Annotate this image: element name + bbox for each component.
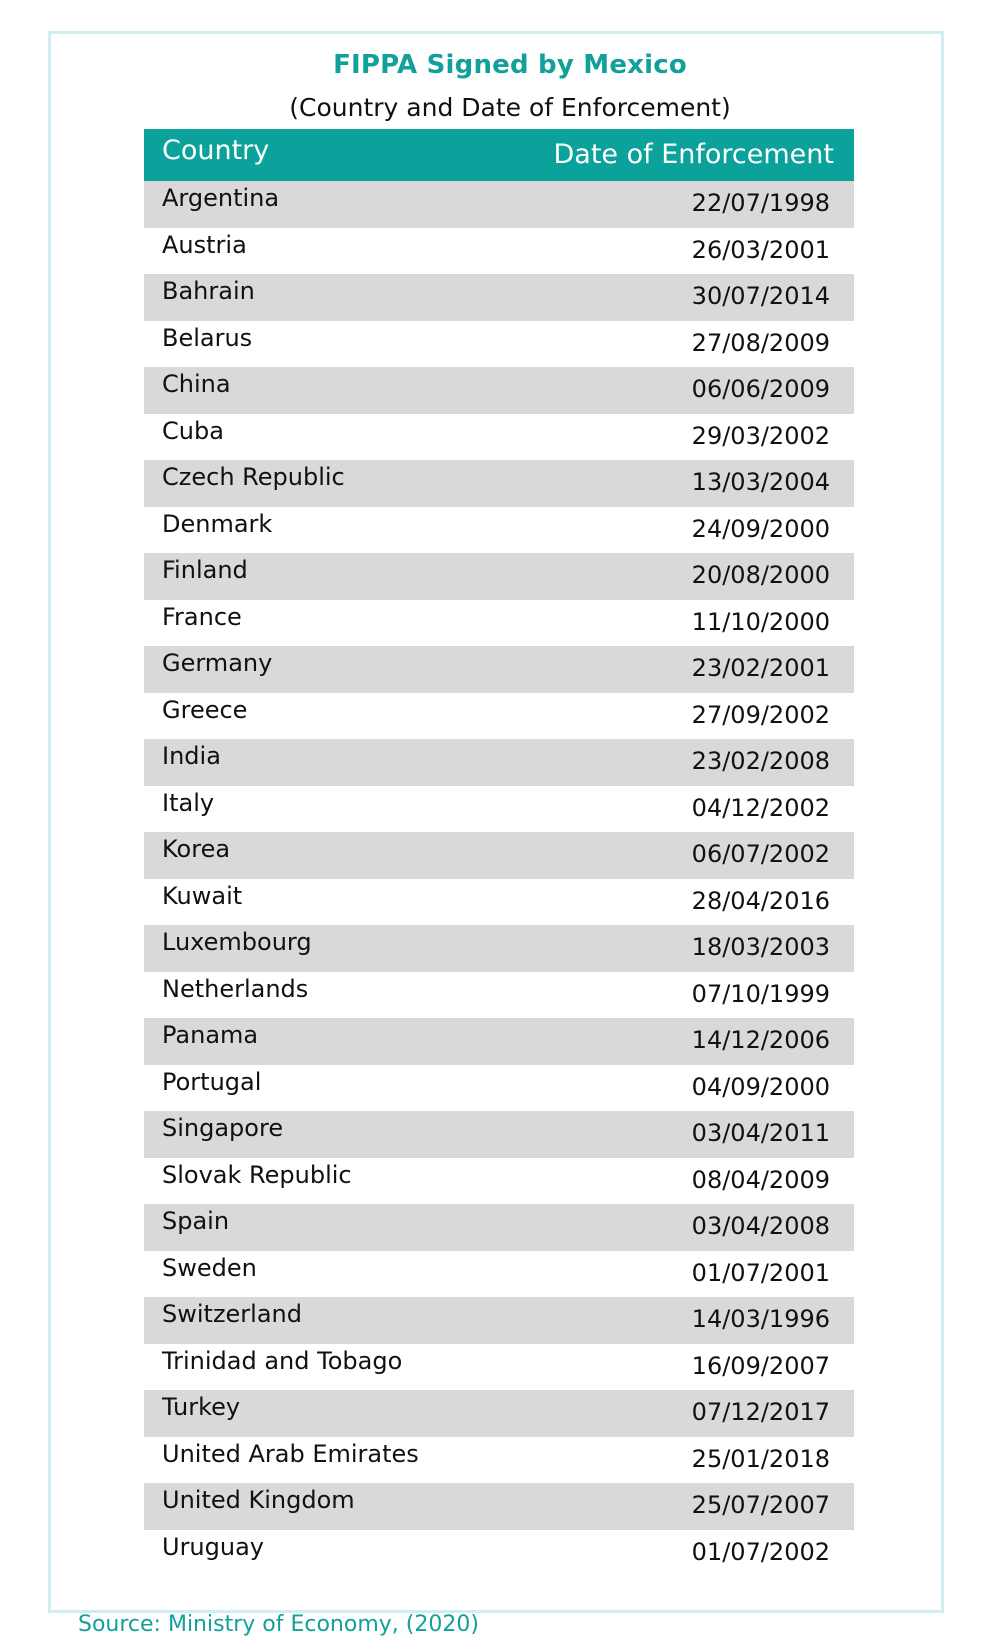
table-row bbox=[144, 414, 854, 461]
country-cell: Germany bbox=[162, 649, 273, 677]
country-cell: Netherlands bbox=[162, 974, 309, 1003]
date-cell: 20/08/2000 bbox=[691, 561, 830, 589]
table-row bbox=[144, 646, 854, 693]
date-cell: 07/10/1999 bbox=[691, 979, 830, 1008]
column-header-date: Date of Enforcement bbox=[553, 139, 834, 170]
table-row bbox=[144, 1111, 854, 1158]
table-row bbox=[144, 1204, 854, 1251]
table-row bbox=[144, 925, 854, 972]
table-row bbox=[144, 739, 854, 786]
page-subtitle: (Country and Date of Enforcement) bbox=[289, 93, 731, 122]
date-cell: 22/07/1998 bbox=[691, 189, 830, 217]
country-cell: United Arab Emirates bbox=[162, 1439, 419, 1468]
table-row bbox=[144, 181, 854, 228]
table-row bbox=[144, 321, 854, 368]
date-cell: 23/02/2008 bbox=[691, 747, 830, 775]
date-cell: 04/09/2000 bbox=[691, 1072, 830, 1101]
country-cell: Switzerland bbox=[162, 1300, 302, 1328]
table-row bbox=[144, 1065, 854, 1112]
date-cell: 25/07/2007 bbox=[691, 1491, 830, 1519]
table-row bbox=[144, 600, 854, 647]
date-cell: 04/12/2002 bbox=[691, 793, 830, 822]
table-row bbox=[144, 1483, 854, 1530]
country-cell: Slovak Republic bbox=[162, 1160, 352, 1189]
country-cell: Denmark bbox=[162, 509, 273, 538]
date-cell: 08/04/2009 bbox=[691, 1165, 830, 1194]
date-cell: 29/03/2002 bbox=[691, 421, 830, 450]
country-cell: Italy bbox=[162, 788, 215, 817]
date-cell: 26/03/2001 bbox=[691, 235, 830, 264]
country-cell: Korea bbox=[162, 835, 231, 863]
table-row bbox=[144, 1390, 854, 1437]
table-row bbox=[144, 693, 854, 740]
date-cell: 18/03/2003 bbox=[691, 933, 830, 961]
country-cell: United Kingdom bbox=[162, 1486, 355, 1514]
source-note: Source: Ministry of Economy, (2020) bbox=[78, 1612, 479, 1637]
country-cell: Czech Republic bbox=[162, 463, 345, 491]
date-cell: 14/03/1996 bbox=[691, 1305, 830, 1333]
country-cell: India bbox=[162, 742, 221, 770]
date-cell: 07/12/2017 bbox=[691, 1398, 830, 1426]
country-cell: Bahrain bbox=[162, 277, 255, 305]
table-row bbox=[144, 1437, 854, 1484]
country-cell: Finland bbox=[162, 556, 248, 584]
date-cell: 06/07/2002 bbox=[691, 840, 830, 868]
date-cell: 30/07/2014 bbox=[691, 282, 830, 310]
country-cell: Singapore bbox=[162, 1114, 284, 1142]
date-cell: 06/06/2009 bbox=[691, 375, 830, 403]
date-cell: 25/01/2018 bbox=[691, 1444, 830, 1473]
table-row bbox=[144, 1344, 854, 1391]
country-cell: Greece bbox=[162, 695, 248, 724]
table-row bbox=[144, 972, 854, 1019]
country-cell: France bbox=[162, 602, 242, 631]
table-row bbox=[144, 1297, 854, 1344]
column-header-country: Country bbox=[162, 135, 270, 166]
country-cell: Belarus bbox=[162, 323, 253, 352]
date-cell: 14/12/2006 bbox=[691, 1026, 830, 1054]
date-cell: 23/02/2001 bbox=[691, 654, 830, 682]
page-title: FIPPA Signed by Mexico bbox=[333, 50, 687, 80]
table-row bbox=[144, 1530, 854, 1577]
country-cell: Spain bbox=[162, 1207, 230, 1235]
date-cell: 27/08/2009 bbox=[691, 328, 830, 357]
country-cell: Portugal bbox=[162, 1067, 262, 1096]
country-cell: Kuwait bbox=[162, 881, 243, 910]
country-cell: China bbox=[162, 370, 231, 398]
date-cell: 13/03/2004 bbox=[691, 468, 830, 496]
country-cell: Trinidad and Tobago bbox=[162, 1346, 403, 1375]
table-row bbox=[144, 786, 854, 833]
table-body bbox=[144, 181, 854, 1576]
date-cell: 27/09/2002 bbox=[691, 700, 830, 729]
table-row bbox=[144, 1251, 854, 1298]
table-row bbox=[144, 1158, 854, 1205]
date-cell: 24/09/2000 bbox=[691, 514, 830, 543]
country-cell: Sweden bbox=[162, 1253, 257, 1282]
fippa-table bbox=[144, 129, 854, 1576]
date-cell: 01/07/2001 bbox=[691, 1258, 830, 1287]
table-row bbox=[144, 553, 854, 600]
table-header bbox=[144, 129, 854, 181]
date-cell: 03/04/2011 bbox=[691, 1119, 830, 1147]
date-cell: 16/09/2007 bbox=[691, 1351, 830, 1380]
table-row bbox=[144, 367, 854, 414]
table-row bbox=[144, 832, 854, 879]
table-row bbox=[144, 274, 854, 321]
table-row bbox=[144, 460, 854, 507]
country-cell: Austria bbox=[162, 230, 247, 259]
country-cell: Panama bbox=[162, 1021, 259, 1049]
date-cell: 11/10/2000 bbox=[691, 607, 830, 636]
country-cell: Turkey bbox=[162, 1393, 241, 1421]
country-cell: Luxembourg bbox=[162, 928, 312, 956]
table-row bbox=[144, 507, 854, 554]
country-cell: Argentina bbox=[162, 184, 280, 212]
table-row bbox=[144, 1018, 854, 1065]
country-cell: Cuba bbox=[162, 416, 224, 445]
date-cell: 01/07/2002 bbox=[691, 1537, 830, 1566]
table-row bbox=[144, 228, 854, 275]
date-cell: 03/04/2008 bbox=[691, 1212, 830, 1240]
country-cell: Uruguay bbox=[162, 1532, 264, 1561]
table-row bbox=[144, 879, 854, 926]
date-cell: 28/04/2016 bbox=[691, 886, 830, 915]
